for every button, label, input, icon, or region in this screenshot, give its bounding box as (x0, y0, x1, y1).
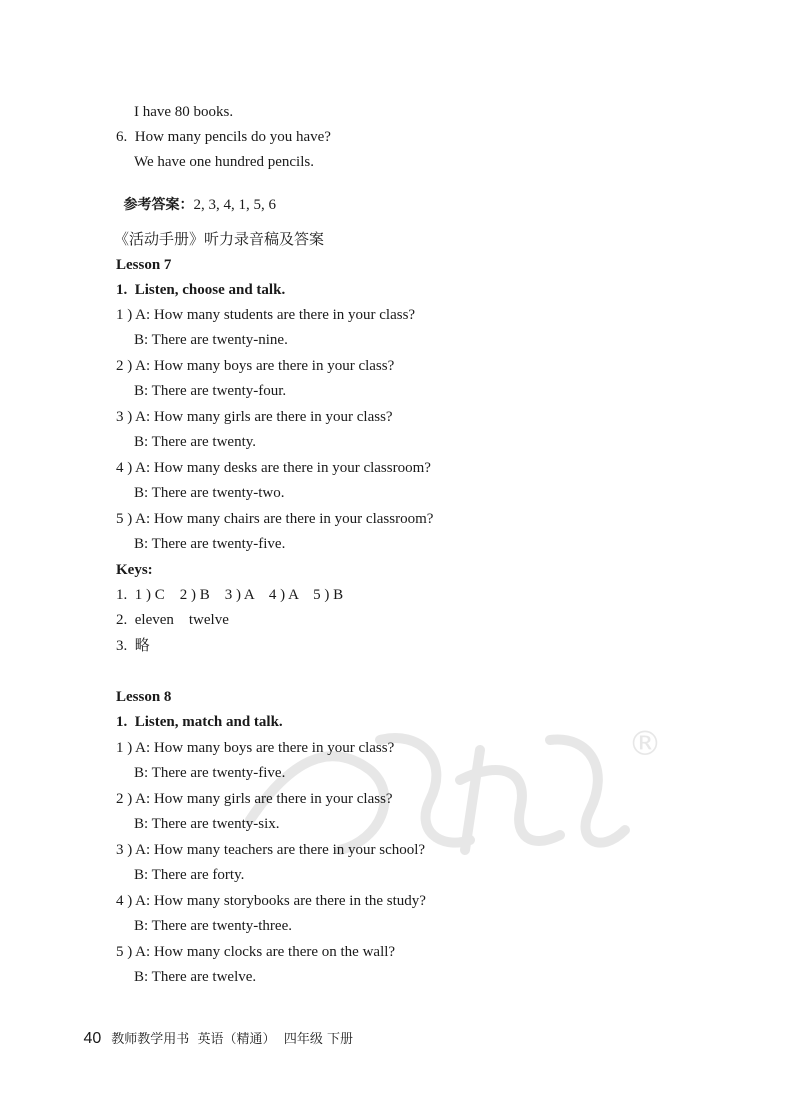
lesson-8-question-3: 3 ) A: How many teachers are there in your school? (116, 842, 426, 858)
lesson-8-question-2: 2 ) A: How many girls are there in your class? (116, 791, 393, 807)
keys-label: Keys: (116, 562, 153, 578)
lesson-7-answer-1: B: There are twenty-nine. (134, 332, 288, 348)
answer-line: I have 80 books. (134, 104, 234, 120)
reference-values: 2, 3, 4, 1, 5, 6 (193, 197, 276, 213)
lesson-8-answer-3: B: There are forty. (134, 867, 245, 883)
lesson-8-answer-5: B: There are twelve. (134, 969, 257, 985)
lesson-7-exercise: 1. Listen, choose and talk. (116, 282, 286, 298)
lesson-7-question-2: 2 ) A: How many boys are there in your class? (116, 358, 395, 374)
lesson-8-answer-2: B: There are twenty-six. (134, 816, 280, 832)
reference-label: 参考答案： (123, 197, 194, 213)
lesson-7-answer-4: B: There are twenty-two. (134, 485, 285, 501)
key-2: 2. eleven twelve (116, 612, 229, 628)
lesson-8-question-4: 4 ) A: How many storybooks are there in the study? (116, 893, 426, 909)
book-title: 教师教学用书 英语（精通） 四年级 下册 (111, 1032, 353, 1047)
page-footer (76, 1011, 353, 1048)
publisher-watermark-logo (230, 700, 670, 870)
page-number: 40 (83, 1030, 102, 1047)
lesson-8-question-1: 1 ) A: How many boys are there in your class? (116, 740, 395, 756)
lesson-7-answer-2: B: There are twenty-four. (134, 383, 287, 399)
lesson-8-question-5: 5 ) A: How many clocks are there on the wall? (116, 944, 396, 960)
lesson-7-question-3: 3 ) A: How many girls are there in your class? (116, 409, 393, 425)
lesson-7-question-5: 5 ) A: How many chairs are there in your classroom? (116, 511, 434, 527)
question-6: 6. How many pencils do you have? (116, 129, 331, 145)
lesson-8-exercise: 1. Listen, match and talk. (116, 714, 283, 730)
lesson-7-title: Lesson 7 (116, 257, 172, 273)
lesson-7-answer-3: B: There are twenty. (134, 434, 257, 450)
lesson-7-answer-5: B: There are twenty-five. (134, 536, 286, 552)
lesson-8-answer-4: B: There are twenty-three. (134, 918, 292, 934)
registered-mark: ® (628, 724, 662, 764)
key-3: 3. 略 (116, 638, 150, 654)
lesson-7-question-4: 4 ) A: How many desks are there in your classroom? (116, 460, 431, 476)
lesson-7-question-1: 1 ) A: How many students are there in your class? (116, 307, 416, 323)
lesson-8-title: Lesson 8 (116, 689, 172, 705)
lesson-8-answer-1: B: There are twenty-five. (134, 765, 286, 781)
answer-6: We have one hundred pencils. (134, 154, 314, 170)
key-1: 1. 1 ) C 2 ) B 3 ) A 4 ) A 5 ) B (116, 587, 344, 603)
reference-answers (116, 178, 276, 214)
section-heading: 《活动手册》听力录音稿及答案 (114, 230, 325, 248)
